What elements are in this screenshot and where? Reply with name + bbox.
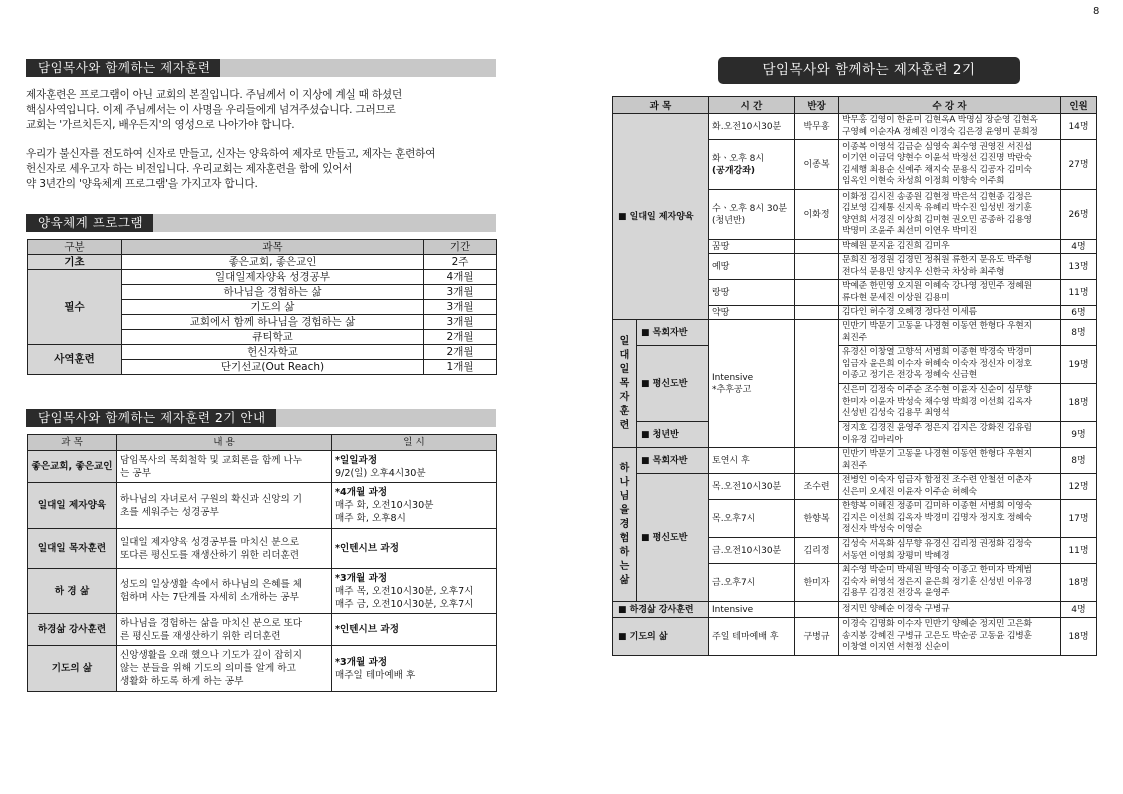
table-row (613, 618, 1097, 656)
time-cell: 목.오전10시30분 (709, 474, 795, 500)
time-cell: 주일 테마예배 후 (709, 618, 795, 656)
text-line: 9/2(일) 오후4시30분 (335, 467, 426, 479)
text-line: 않는 분들을 위해 기도의 의미를 알게 하고 (120, 663, 296, 674)
leader-cell: 김리정 (795, 538, 839, 564)
text-line: 최수영 박순미 박세원 박영숙 이종고 한미자 박계범 (842, 565, 1032, 576)
period-cell: 2주 (424, 255, 497, 270)
period-cell: 3개월 (424, 315, 497, 330)
text-line: 양연희 서경진 이상희 김미현 권오민 공종하 김용영 (842, 214, 1032, 225)
text-line: 박예준 한민영 오지원 이혜숙 강나영 정민주 정혜원 (842, 281, 1032, 291)
content-cell (117, 451, 332, 483)
text-line: 매주일 테마예배 후 (335, 669, 416, 681)
count-cell: 18명 (1061, 618, 1097, 656)
text-line: 임옥인 이현숙 차성희 이정희 이향숙 이주희 (842, 176, 1005, 186)
text-line: 박혜원 문지윤 김진희 김미우 (842, 240, 950, 251)
text-line: 이창열 이지연 서현정 신순이 (842, 642, 950, 653)
text-line: 신앙생활을 오래 했으나 기도가 깊이 잡히지 (120, 650, 303, 661)
text-line: 박명미 조윤주 최선미 이연우 박미진 (842, 226, 977, 236)
column-header: 기간 (424, 240, 497, 255)
table-row (613, 422, 1097, 448)
period-cell: 2개월 (424, 330, 497, 345)
schedule-cell (332, 529, 497, 569)
section-title: 담임목사와 함께하는 제자훈련 (26, 59, 220, 77)
group-label (613, 320, 637, 448)
text-line: 김보영 김제통 신지욱 유혜리 박수진 임성빈 정기훈 (842, 203, 1032, 213)
table-row (28, 483, 497, 529)
students-cell (839, 384, 1061, 422)
section-title: 양육체계 프로그램 (26, 214, 153, 232)
table-row (28, 270, 497, 285)
text-line: 임금자 윤은희 이수자 허혜숙 이숙자 정신자 이정호 (842, 358, 1032, 369)
subgroup-label: ■ 목회자반 (637, 448, 709, 474)
students-cell (839, 306, 1061, 320)
text-line: *3개월 과정 (335, 656, 388, 668)
time-cell (709, 140, 795, 190)
section-title: 담임목사와 함께하는 제자훈련 2기 안내 (26, 409, 276, 427)
text-line: 문희진 정경원 김경민 정취원 류한지 문유도 박주형 (842, 255, 1032, 265)
students-cell (839, 618, 1061, 656)
text-line: 김세행 최용순 신예주 채지숙 문용식 김공자 김미숙 (842, 164, 1032, 175)
text-line: 한향복 이해진 정종미 김미하 이종현 서병희 이영숙 (842, 501, 1032, 512)
section-header-guide (26, 409, 496, 427)
text-line: (공개강좌) (712, 165, 756, 176)
time-cell (709, 190, 795, 240)
leader-cell: 구병규 (795, 618, 839, 656)
column-header: 과 목 (28, 435, 117, 451)
subject-cell: 큐티학교 (122, 330, 424, 345)
text-line: 른 평신도를 재생산하기 위한 리더훈련 (120, 630, 281, 642)
column-header: 인원 (1061, 97, 1097, 114)
text-line: 하나님의 자녀로서 구원의 확신과 신앙의 기 (120, 493, 303, 505)
schedule-cell (332, 451, 497, 483)
table-header-row (613, 97, 1097, 114)
text-line: 신은미 오세진 이윤자 이주순 허혜숙 (842, 486, 977, 497)
intro-paragraph-1 (26, 88, 500, 133)
table-row (28, 529, 497, 569)
text-line: 매주 화, 오후8시 (335, 513, 406, 524)
period-cell: 2개월 (424, 345, 497, 360)
subject-cell: 헌신자학교 (122, 345, 424, 360)
text-line: 생활화 하도록 하게 하는 공부 (120, 676, 244, 687)
count-cell: 14명 (1061, 114, 1097, 140)
leader-cell: 조수련 (795, 474, 839, 500)
text-line: 신성빈 김성숙 김용무 최영석 (842, 408, 950, 419)
subject-cell: 일대일제자양육 성경공부 (122, 270, 424, 285)
text-line: 화ㆍ오후 8시 (712, 153, 765, 164)
column-header: 반장 (795, 97, 839, 114)
text-line: 유경신 이창열 고향석 서병희 이종현 박경숙 박경미 (842, 347, 1032, 358)
table-row (28, 569, 497, 614)
text-line: 민반기 박문기 고동윤 나경현 이동연 한형다 우현지 (842, 321, 1032, 331)
text-line: 는 공부 (120, 467, 151, 479)
count-cell: 8명 (1061, 320, 1097, 346)
text-line: *인텐시브 과정 (335, 543, 399, 554)
content-cell (117, 569, 332, 614)
text-line: 초를 세워주는 성경공부 (120, 506, 219, 518)
students-cell (839, 346, 1061, 384)
leader-cell: 한향복 (795, 500, 839, 538)
group-label: ■ 일대일 제자양육 (613, 114, 709, 320)
schedule-cell (332, 483, 497, 529)
group-label: ■ 하경삶 강사훈련 (613, 602, 709, 618)
text-line: 교회는 '가르치든지, 배우든지'의 영성으로 나아가야 합니다. (26, 119, 295, 131)
subject-cell: 일대일 목자훈련 (28, 529, 117, 569)
table-header-row (28, 435, 497, 451)
subject-cell: 좋은교회, 좋은교인 (122, 255, 424, 270)
text-line: 전병인 이숙자 임금자 함정진 조수련 안철선 이춘자 (842, 475, 1032, 485)
text-line: 험하며 사는 7단계를 자세히 소개하는 공부 (120, 592, 299, 603)
students-cell (839, 422, 1061, 448)
text-line: 최진주 (842, 332, 867, 343)
count-cell: 11명 (1061, 280, 1097, 306)
time-cell: 금.오후7시 (709, 564, 795, 602)
group-label: ■ 기도의 삶 (613, 618, 709, 656)
time-cell: 꿈땅 (709, 240, 795, 254)
count-cell: 27명 (1061, 140, 1097, 190)
schedule-cell (332, 569, 497, 614)
leader-cell (795, 602, 839, 618)
students-cell (839, 538, 1061, 564)
text-line: 성도의 일상생활 속에서 하나님의 은혜를 체 (120, 579, 303, 590)
students-cell (839, 280, 1061, 306)
period-cell: 3개월 (424, 300, 497, 315)
text-line: 하나님을 경험하는 삶을 마치신 분으로 또다 (120, 617, 303, 629)
leader-cell (795, 240, 839, 254)
period-cell: 3개월 (424, 285, 497, 300)
subgroup-label: ■ 평신도반 (637, 346, 709, 422)
count-cell: 18명 (1061, 564, 1097, 602)
count-cell: 18명 (1061, 384, 1097, 422)
column-header: 과목 (122, 240, 424, 255)
table-row (28, 255, 497, 270)
category-cell: 기초 (28, 255, 122, 270)
section-header-program (26, 214, 496, 232)
time-cell: 목.오후7시 (709, 500, 795, 538)
time-cell: 예땅 (709, 254, 795, 280)
text-line: 일대일 제자양육 성경공부를 마치신 분으로 (120, 536, 300, 548)
text-line: *추후공고 (712, 384, 752, 395)
text-line: 한미자 이윤자 박성숙 채수영 박희경 이선희 김옥자 (842, 396, 1032, 407)
count-cell: 17명 (1061, 500, 1097, 538)
count-cell: 26명 (1061, 190, 1097, 240)
text-line: 헌신자로 세우고자 하는 비전입니다. 우리교회는 제자훈련을 함에 있어서 (26, 163, 353, 175)
text-line: 김지은 이선희 김옥자 박경미 김명자 정지호 정혜숙 (842, 512, 1032, 523)
column-header: 일 시 (332, 435, 497, 451)
leader-cell (795, 306, 839, 320)
count-cell: 4명 (1061, 240, 1097, 254)
text-line: Intensive (712, 372, 754, 383)
content-cell (117, 483, 332, 529)
table-row (613, 448, 1097, 474)
leader-cell (795, 320, 839, 448)
text-line: 이화정 김시진 송종원 김현정 박은석 김현종 김정은 (842, 191, 1032, 202)
text-line: 김다인 허수경 오혜경 정다선 이세름 (842, 306, 977, 317)
count-cell: 19명 (1061, 346, 1097, 384)
subject-cell: 하 경 삶 (28, 569, 117, 614)
vertical-label: 일대일목자훈련 (619, 335, 630, 431)
text-line: 수ㆍ오후 8시 30분 (712, 203, 788, 214)
time-cell: 금.오전10시30분 (709, 538, 795, 564)
group-label (613, 448, 637, 602)
subject-cell: 기도의 삶 (122, 300, 424, 315)
text-line: (청년반) (712, 215, 746, 226)
column-header: 수 강 자 (839, 97, 1061, 114)
count-cell: 13명 (1061, 254, 1097, 280)
page-number: 8 (1093, 6, 1100, 17)
students-cell (839, 602, 1061, 618)
text-line: 이종복 이영석 김금순 심영숙 최수영 권영진 서진섭 (842, 141, 1032, 152)
text-line: 민반기 박문기 고동윤 나경현 이동연 한형다 우현지 (842, 449, 1032, 459)
leader-cell (795, 448, 839, 474)
text-line: 우리가 불신자를 전도하여 신자로 만들고, 신자는 양육하여 제자로 만들고, 제자는 훈련하여 (26, 148, 436, 160)
section-header-discipleship (26, 59, 496, 77)
text-line: 약 3년간의 '양육체계 프로그램'을 가지고자 합니다. (26, 178, 258, 190)
text-line: *인텐시브 과정 (335, 624, 399, 635)
content-cell (117, 646, 332, 692)
text-line: 이기연 이금덕 양현수 이윤석 박정선 김진명 박란숙 (842, 153, 1032, 163)
leader-cell (795, 254, 839, 280)
right-page-title: 담임목사와 함께하는 제자훈련 2기 (718, 57, 1020, 84)
subject-cell: 좋은교회, 좋은교인 (28, 451, 117, 483)
subject-cell: 하경삶 강사훈련 (28, 614, 117, 646)
time-cell: 토연시 후 (709, 448, 795, 474)
table-row (613, 474, 1097, 500)
students-cell (839, 320, 1061, 346)
table-row (613, 320, 1097, 346)
count-cell: 4명 (1061, 602, 1097, 618)
text-line: 송지봉 강혜진 구병규 고은도 박순공 고동윤 김병훈 (842, 630, 1032, 641)
text-line: 김성숙 서옥화 심무향 유경신 김리정 권정화 김정숙 (842, 539, 1032, 549)
leader-cell (795, 280, 839, 306)
text-line: 제자훈련은 프로그램이 아닌 교회의 본질입니다. 주님께서 이 지상에 계실 때 하셨던 (26, 89, 402, 101)
growth-program-table (27, 239, 497, 375)
students-cell (839, 500, 1061, 538)
text-line: 류다현 문세진 이상원 김용미 (842, 292, 950, 303)
students-cell (839, 114, 1061, 140)
table-row (28, 451, 497, 483)
class-roster-table (612, 96, 1097, 656)
time-cell: 랑땅 (709, 280, 795, 306)
text-line: 신은미 김정숙 이주순 조수현 이윤자 신순이 심무향 (842, 385, 1032, 396)
time-cell (709, 320, 795, 448)
period-cell: 1개월 (424, 360, 497, 375)
content-cell (117, 614, 332, 646)
count-cell: 9명 (1061, 422, 1097, 448)
text-line: 핵심사역입니다. 이제 주님께서는 이 사명을 우리들에게 넘겨주셨습니다. 그러므로 (26, 104, 396, 116)
table-row (613, 602, 1097, 618)
text-line: 박무홍 김영이 한윤미 김현옥A 박명심 장순영 김현옥 (842, 115, 1038, 125)
table-row (28, 614, 497, 646)
time-cell: 약땅 (709, 306, 795, 320)
text-line: 구영혜 이순자A 정혜진 이경숙 김은경 윤영미 문희정 (842, 126, 1038, 137)
students-cell (839, 448, 1061, 474)
text-line: 매주 목, 오전10시30분, 오후7시 (335, 585, 474, 597)
students-cell (839, 254, 1061, 280)
column-header: 시 간 (709, 97, 795, 114)
content-cell (117, 529, 332, 569)
guide-table (27, 434, 497, 692)
count-cell: 11명 (1061, 538, 1097, 564)
text-line: 김용무 김경진 전강옥 윤영주 (842, 588, 950, 599)
category-cell: 사역훈련 (28, 345, 122, 375)
text-line: 이경숙 김명화 이수자 민반기 양혜순 정지민 고은화 (842, 619, 1032, 630)
column-header: 과 목 (613, 97, 709, 114)
students-cell (839, 240, 1061, 254)
text-line: 정신자 박성숙 이영순 (842, 524, 922, 535)
text-line: 정지호 김경진 윤영주 정은지 김지은 강화진 김유림 (842, 423, 1032, 433)
text-line: *3개월 과정 (335, 572, 388, 584)
subgroup-label: ■ 청년반 (637, 422, 709, 448)
column-header: 내 용 (117, 435, 332, 451)
schedule-cell (332, 646, 497, 692)
students-cell (839, 140, 1061, 190)
table-row (28, 646, 497, 692)
leader-cell: 이종복 (795, 140, 839, 190)
text-line: 서동연 이영희 장평미 박혜경 (842, 550, 950, 561)
table-row (28, 345, 497, 360)
vertical-label: 하나님을경험하는삶 (619, 462, 630, 586)
text-line: 전다석 문용민 양지우 신한국 차상하 최주형 (842, 266, 1005, 277)
table-row (613, 346, 1097, 384)
count-cell: 6명 (1061, 306, 1097, 320)
column-header: 구분 (28, 240, 122, 255)
text-line: 매주 화, 오전10시30분 (335, 500, 434, 511)
time-cell: Intensive (709, 602, 795, 618)
text-line: 이유경 김마리아 (842, 434, 903, 445)
text-line: *4개월 과정 (335, 487, 388, 498)
text-line: 담임목사의 목회철학 및 교회론을 함께 나누 (120, 454, 303, 466)
text-line: *일일과정 (335, 454, 378, 466)
category-cell: 필수 (28, 270, 122, 345)
count-cell: 12명 (1061, 474, 1097, 500)
period-cell: 4개월 (424, 270, 497, 285)
leader-cell: 박무홍 (795, 114, 839, 140)
text-line: 매주 금, 오전10시30분, 오후7시 (335, 598, 474, 610)
subgroup-label: ■ 평신도반 (637, 474, 709, 602)
table-header-row (28, 240, 497, 255)
subject-cell: 단기선교(Out Reach) (122, 360, 424, 375)
text-line: 김숙자 허영석 정은지 윤은희 정기훈 신성빈 이유경 (842, 576, 1032, 587)
table-row (613, 114, 1097, 140)
leader-cell: 이화정 (795, 190, 839, 240)
subject-cell: 기도의 삶 (28, 646, 117, 692)
subject-cell: 하나님을 경험하는 삶 (122, 285, 424, 300)
schedule-cell (332, 614, 497, 646)
text-line: 정지민 양혜순 이경숙 구병규 (842, 603, 950, 614)
subject-cell: 일대일 제자양육 (28, 483, 117, 529)
subject-cell: 교회에서 함께 하나님을 경험하는 삶 (122, 315, 424, 330)
leader-cell: 한미자 (795, 564, 839, 602)
students-cell (839, 190, 1061, 240)
intro-paragraph-2 (26, 147, 500, 192)
subgroup-label: ■ 목회자반 (637, 320, 709, 346)
text-line: 최진주 (842, 460, 867, 471)
students-cell (839, 474, 1061, 500)
time-cell: 화.오전10시30분 (709, 114, 795, 140)
students-cell (839, 564, 1061, 602)
text-line: 또다른 평신도를 재생산하기 위한 리더훈련 (120, 549, 300, 561)
count-cell: 8명 (1061, 448, 1097, 474)
text-line: 이종고 정기은 전강옥 정혜숙 신금현 (842, 370, 977, 381)
